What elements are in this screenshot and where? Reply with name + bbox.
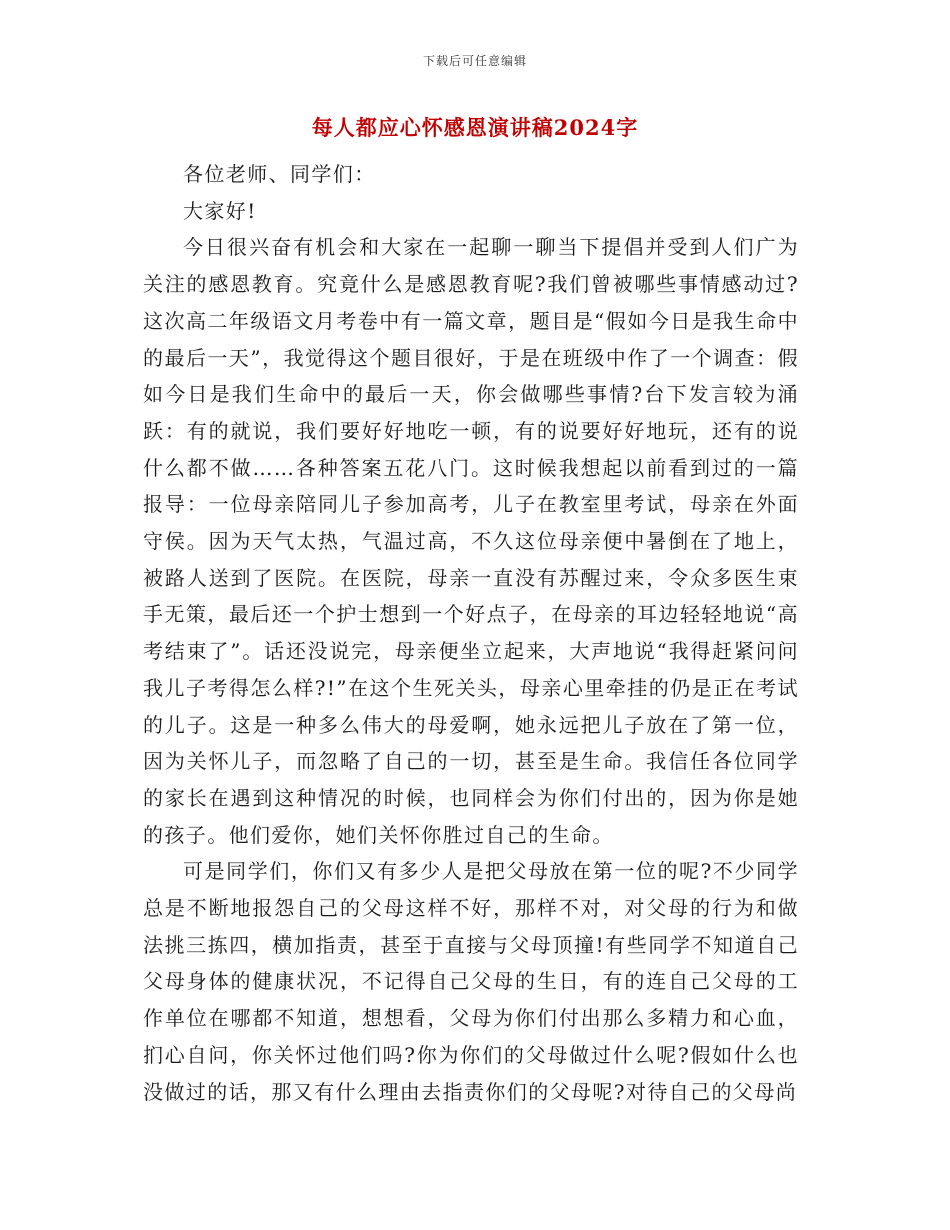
document-body bbox=[143, 156, 799, 1110]
greeting-paragraph: 各位老师、同学们： bbox=[183, 162, 376, 186]
body-paragraph: 今日很兴奋有机会和大家在一起聊一聊当下提倡并受到人们广为关注的感恩教育。究竟什么是感恩教育呢?我们曾被哪些事情感动过?这次高二年级语文月考卷中有一篇文章，题目是“假如今日是我生命中的最后一天”，我觉得这个题目很好，于是在班级中作了一个调查：假如今日是我们生命中的最后一天，你会做哪些事情?台下发言较为涌跃：有的就说，我们要好好地吃一顿，有的说要好好地玩，还有的说什么都不做……各种答案五花八门。这时候我想起以前看到过的一篇报导：一位母亲陪同儿子参加高考，儿子在教室里考试，母亲在外面守侯。因为天气太热，气温过高，不久这位母亲便中暑倒在了地上，被路人送到了医院。在医院，母亲一直没有苏醒过来，令众多医生束手无策，最后还一个护士想到一个好点子，在母亲的耳边轻轻地说“高考结束了”。话还没说完，母亲便坐立起来，大声地说“我得赶紧问问我儿子考得怎么样?!”在这个生死关头，母亲心里牵挂的仍是正在考试的儿子。这是一种多么伟大的母爱啊，她永远把儿子放在了第一位，因为关怀儿子，而忽略了自己的一切，甚至是生命。我信任各位同学的家长在遇到这种情况的时候，也同样会为你们付出的，因为你是她的孩子。他们爱你，她们关怀你胜过自己的生命。 bbox=[143, 235, 799, 847]
header-note: 下载后可任意编辑 bbox=[422, 54, 527, 68]
body-paragraph: 可是同学们，你们又有多少人是把父母放在第一位的呢?不少同学总是不断地报怨自己的父母这样不好，那样不对，对父母的行为和做法挑三拣四，横加指责，甚至于直接与父母顶撞!有些同学不知道自己父母身体的健康状况，不记得自己父母的生日，有的连自己父母的工作单位在哪都不知道，想想看，父母为你们付出那么多精力和心血，扪心自问，你关怀过他们吗?你为你们的父母做过什么呢?假如什么也没做过的话，那又有什么理由去指责你们的父母呢?对待自己的父母尚 bbox=[143, 859, 799, 1104]
document-title: 每人都应心怀感恩演讲稿2024字 bbox=[311, 115, 639, 140]
salutation-paragraph: 大家好! bbox=[183, 198, 257, 223]
